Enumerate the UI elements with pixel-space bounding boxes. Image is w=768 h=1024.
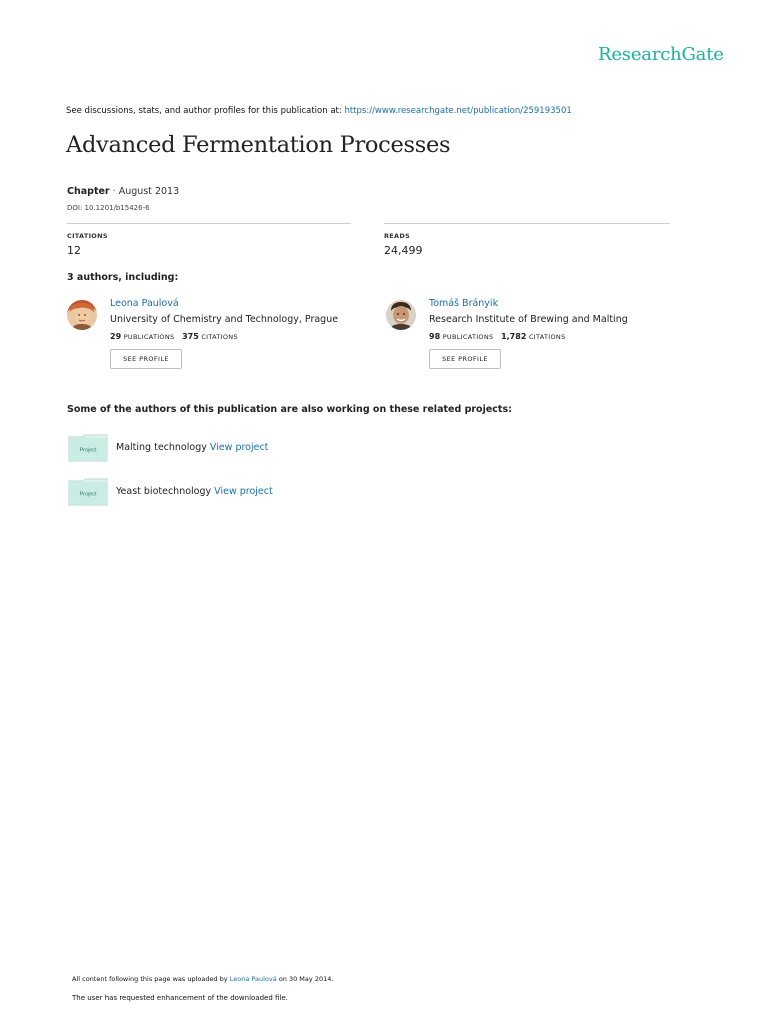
- project-item: [68, 434, 468, 464]
- upload-note: [72, 975, 333, 983]
- project-text: [116, 486, 273, 497]
- author-name-link[interactable]: Tomáš Brányik: [429, 298, 499, 309]
- citations-divider: [67, 223, 351, 224]
- author-citations-label: CITATIONS: [528, 333, 566, 341]
- publication-meta: [67, 186, 179, 197]
- upload-prefix: All content following this page was uploaded by: [72, 975, 228, 983]
- author-institution: Research Institute of Brewing and Malting: [429, 314, 628, 325]
- upload-suffix: on 30 May 2014.: [278, 975, 334, 983]
- discussion-intro: See discussions, stats, and author profiles for this publication at:: [66, 106, 342, 116]
- uploader-link[interactable]: Leona Paulová: [229, 975, 277, 983]
- publication-date: · August 2013: [112, 186, 180, 197]
- author-stats: [110, 332, 238, 341]
- author-citations-count: 1,782: [501, 332, 527, 341]
- reads-divider: [384, 223, 670, 224]
- avatar[interactable]: [386, 300, 416, 330]
- project-text: [116, 442, 268, 453]
- related-projects-heading: Some of the authors of this publication are also working on these related projects:: [67, 404, 512, 415]
- author-citations-count: 375: [182, 332, 199, 341]
- enhancement-note: The user has requested enhancement of the downloaded file.: [72, 994, 288, 1002]
- view-project-link[interactable]: View project: [214, 486, 273, 497]
- project-icon-label: Project: [79, 447, 97, 454]
- project-folder-icon: [68, 478, 108, 506]
- see-profile-button[interactable]: SEE PROFILE: [429, 349, 501, 369]
- author-institution: University of Chemistry and Technology, Prague: [110, 314, 339, 325]
- author-citations-label: CITATIONS: [201, 333, 238, 341]
- publication-doi: DOI: 10.1201/b15426-6: [67, 204, 150, 212]
- discussion-link-line: [66, 106, 572, 116]
- author-name-link[interactable]: Leona Paulová: [110, 298, 179, 309]
- reads-label: READS: [384, 232, 411, 240]
- publication-url-link[interactable]: https://www.researchgate.net/publication/259193501: [344, 106, 572, 116]
- author-publications-label: PUBLICATIONS: [123, 333, 175, 341]
- see-profile-button[interactable]: SEE PROFILE: [110, 349, 182, 369]
- researchgate-logo[interactable]: ResearchGate: [598, 44, 724, 65]
- citations-label: CITATIONS: [67, 232, 108, 240]
- project-item: [68, 478, 468, 508]
- publication-type: Chapter: [67, 186, 110, 197]
- author-card: [67, 300, 367, 380]
- reads-count: 24,499: [384, 244, 423, 257]
- authors-heading: 3 authors, including:: [67, 272, 179, 283]
- project-icon-label: Project: [79, 491, 97, 498]
- project-folder-icon: [68, 434, 108, 462]
- author-publications-count: 98: [429, 332, 441, 341]
- citations-count: 12: [67, 244, 81, 257]
- avatar[interactable]: [67, 300, 97, 330]
- publication-title: Advanced Fermentation Processes: [66, 132, 451, 158]
- author-publications-count: 29: [110, 332, 122, 341]
- project-name: Yeast biotechnology: [116, 486, 212, 497]
- view-project-link[interactable]: View project: [209, 442, 269, 453]
- author-stats: [429, 332, 566, 341]
- project-name: Malting technology: [116, 442, 207, 453]
- author-card: [386, 300, 686, 380]
- author-publications-label: PUBLICATIONS: [442, 333, 494, 341]
